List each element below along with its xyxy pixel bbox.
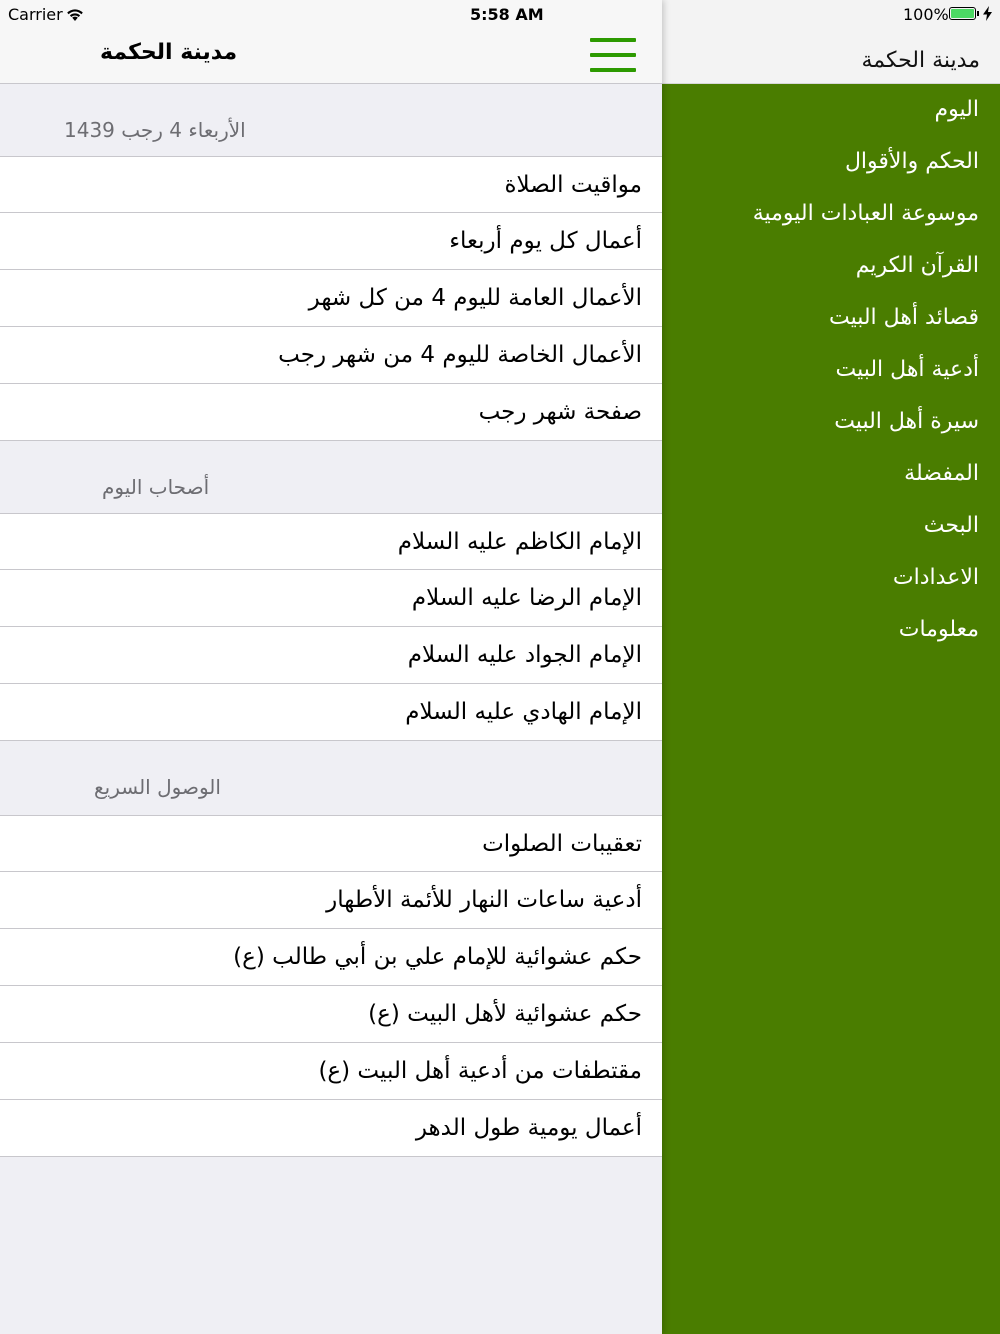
- row-label: الأعمال العامة لليوم 4 من كل شهر: [308, 285, 642, 311]
- section-header-label: أصحاب اليوم: [102, 475, 210, 499]
- menu-item-biography[interactable]: سيرة أهل البيت: [834, 409, 979, 434]
- battery-percentage: 100%: [903, 5, 949, 24]
- table-row[interactable]: [0, 929, 662, 986]
- menu-item-today[interactable]: اليوم: [934, 97, 979, 122]
- section-header-label: الوصول السريع: [94, 775, 221, 799]
- table-row[interactable]: [0, 570, 662, 627]
- row-label: الإمام الكاظم عليه السلام: [397, 529, 642, 555]
- section-header-label: الأربعاء 4 رجب 1439: [64, 118, 246, 142]
- row-label: الإمام الهادي عليه السلام: [405, 699, 642, 725]
- row-label: حكم عشوائية للإمام علي بن أبي طالب (ع): [233, 944, 642, 970]
- table-row[interactable]: [0, 1100, 662, 1157]
- menu-item-poems[interactable]: قصائد أهل البيت: [828, 305, 979, 330]
- side-menu-list: [662, 84, 1000, 656]
- table-row[interactable]: [0, 815, 662, 872]
- wifi-icon: [66, 8, 84, 22]
- table-row[interactable]: [0, 513, 662, 570]
- menu-item-wisdom-sayings[interactable]: الحكم والأقوال: [844, 149, 979, 174]
- navigation-bar: [0, 0, 662, 84]
- table-row[interactable]: [0, 213, 662, 270]
- table-row[interactable]: [0, 627, 662, 684]
- row-label: أدعية ساعات النهار للأئمة الأطهار: [326, 887, 642, 913]
- section-header-date: [0, 84, 662, 156]
- row-label: أعمال كل يوم أربعاء: [449, 228, 642, 254]
- charging-bolt-icon: [983, 6, 992, 21]
- table-row[interactable]: [0, 327, 662, 384]
- side-menu: [662, 0, 1000, 1334]
- carrier-label: Carrier: [8, 5, 63, 24]
- status-time: 5:58 AM: [470, 5, 544, 24]
- row-label: الإمام الجواد عليه السلام: [407, 642, 642, 668]
- battery-tip: [977, 11, 979, 16]
- row-label: الأعمال الخاصة لليوم 4 من شهر رجب: [278, 342, 642, 368]
- section-header-quick-access: [0, 741, 662, 815]
- table-row[interactable]: [0, 270, 662, 327]
- side-menu-title: مدينة الحكمة: [861, 48, 980, 73]
- battery-icon: [949, 7, 976, 20]
- row-label: حكم عشوائية لأهل البيت (ع): [368, 1001, 642, 1027]
- menu-item-settings[interactable]: الاعدادات: [892, 565, 979, 590]
- table-row[interactable]: [0, 156, 662, 213]
- menu-item-supplications[interactable]: أدعية أهل البيت: [835, 357, 979, 382]
- row-label: أعمال يومية طول الدهر: [415, 1115, 642, 1141]
- menu-item-info[interactable]: معلومات: [898, 617, 979, 642]
- menu-item-daily-worship[interactable]: موسوعة العبادات اليومية: [752, 201, 979, 226]
- menu-item-quran[interactable]: القرآن الكريم: [855, 253, 979, 278]
- row-label: مقتطفات من أدعية أهل البيت (ع): [318, 1058, 642, 1084]
- table-row[interactable]: [0, 986, 662, 1043]
- row-label: مواقيت الصلاة: [504, 172, 642, 198]
- section-header-day-companions: [0, 441, 662, 513]
- table-row[interactable]: [0, 384, 662, 441]
- hamburger-menu-icon[interactable]: [590, 38, 636, 72]
- row-label: تعقيبات الصلوات: [482, 831, 642, 857]
- page-title: مدينة الحكمة: [100, 40, 238, 65]
- menu-item-search[interactable]: البحث: [923, 513, 979, 538]
- row-label: صفحة شهر رجب: [478, 399, 642, 425]
- row-label: الإمام الرضا عليه السلام: [411, 585, 642, 611]
- table-row[interactable]: [0, 1043, 662, 1100]
- table-view[interactable]: [0, 84, 662, 1157]
- table-row[interactable]: [0, 684, 662, 741]
- menu-item-favorites[interactable]: المفضلة: [904, 461, 979, 486]
- table-row[interactable]: [0, 872, 662, 929]
